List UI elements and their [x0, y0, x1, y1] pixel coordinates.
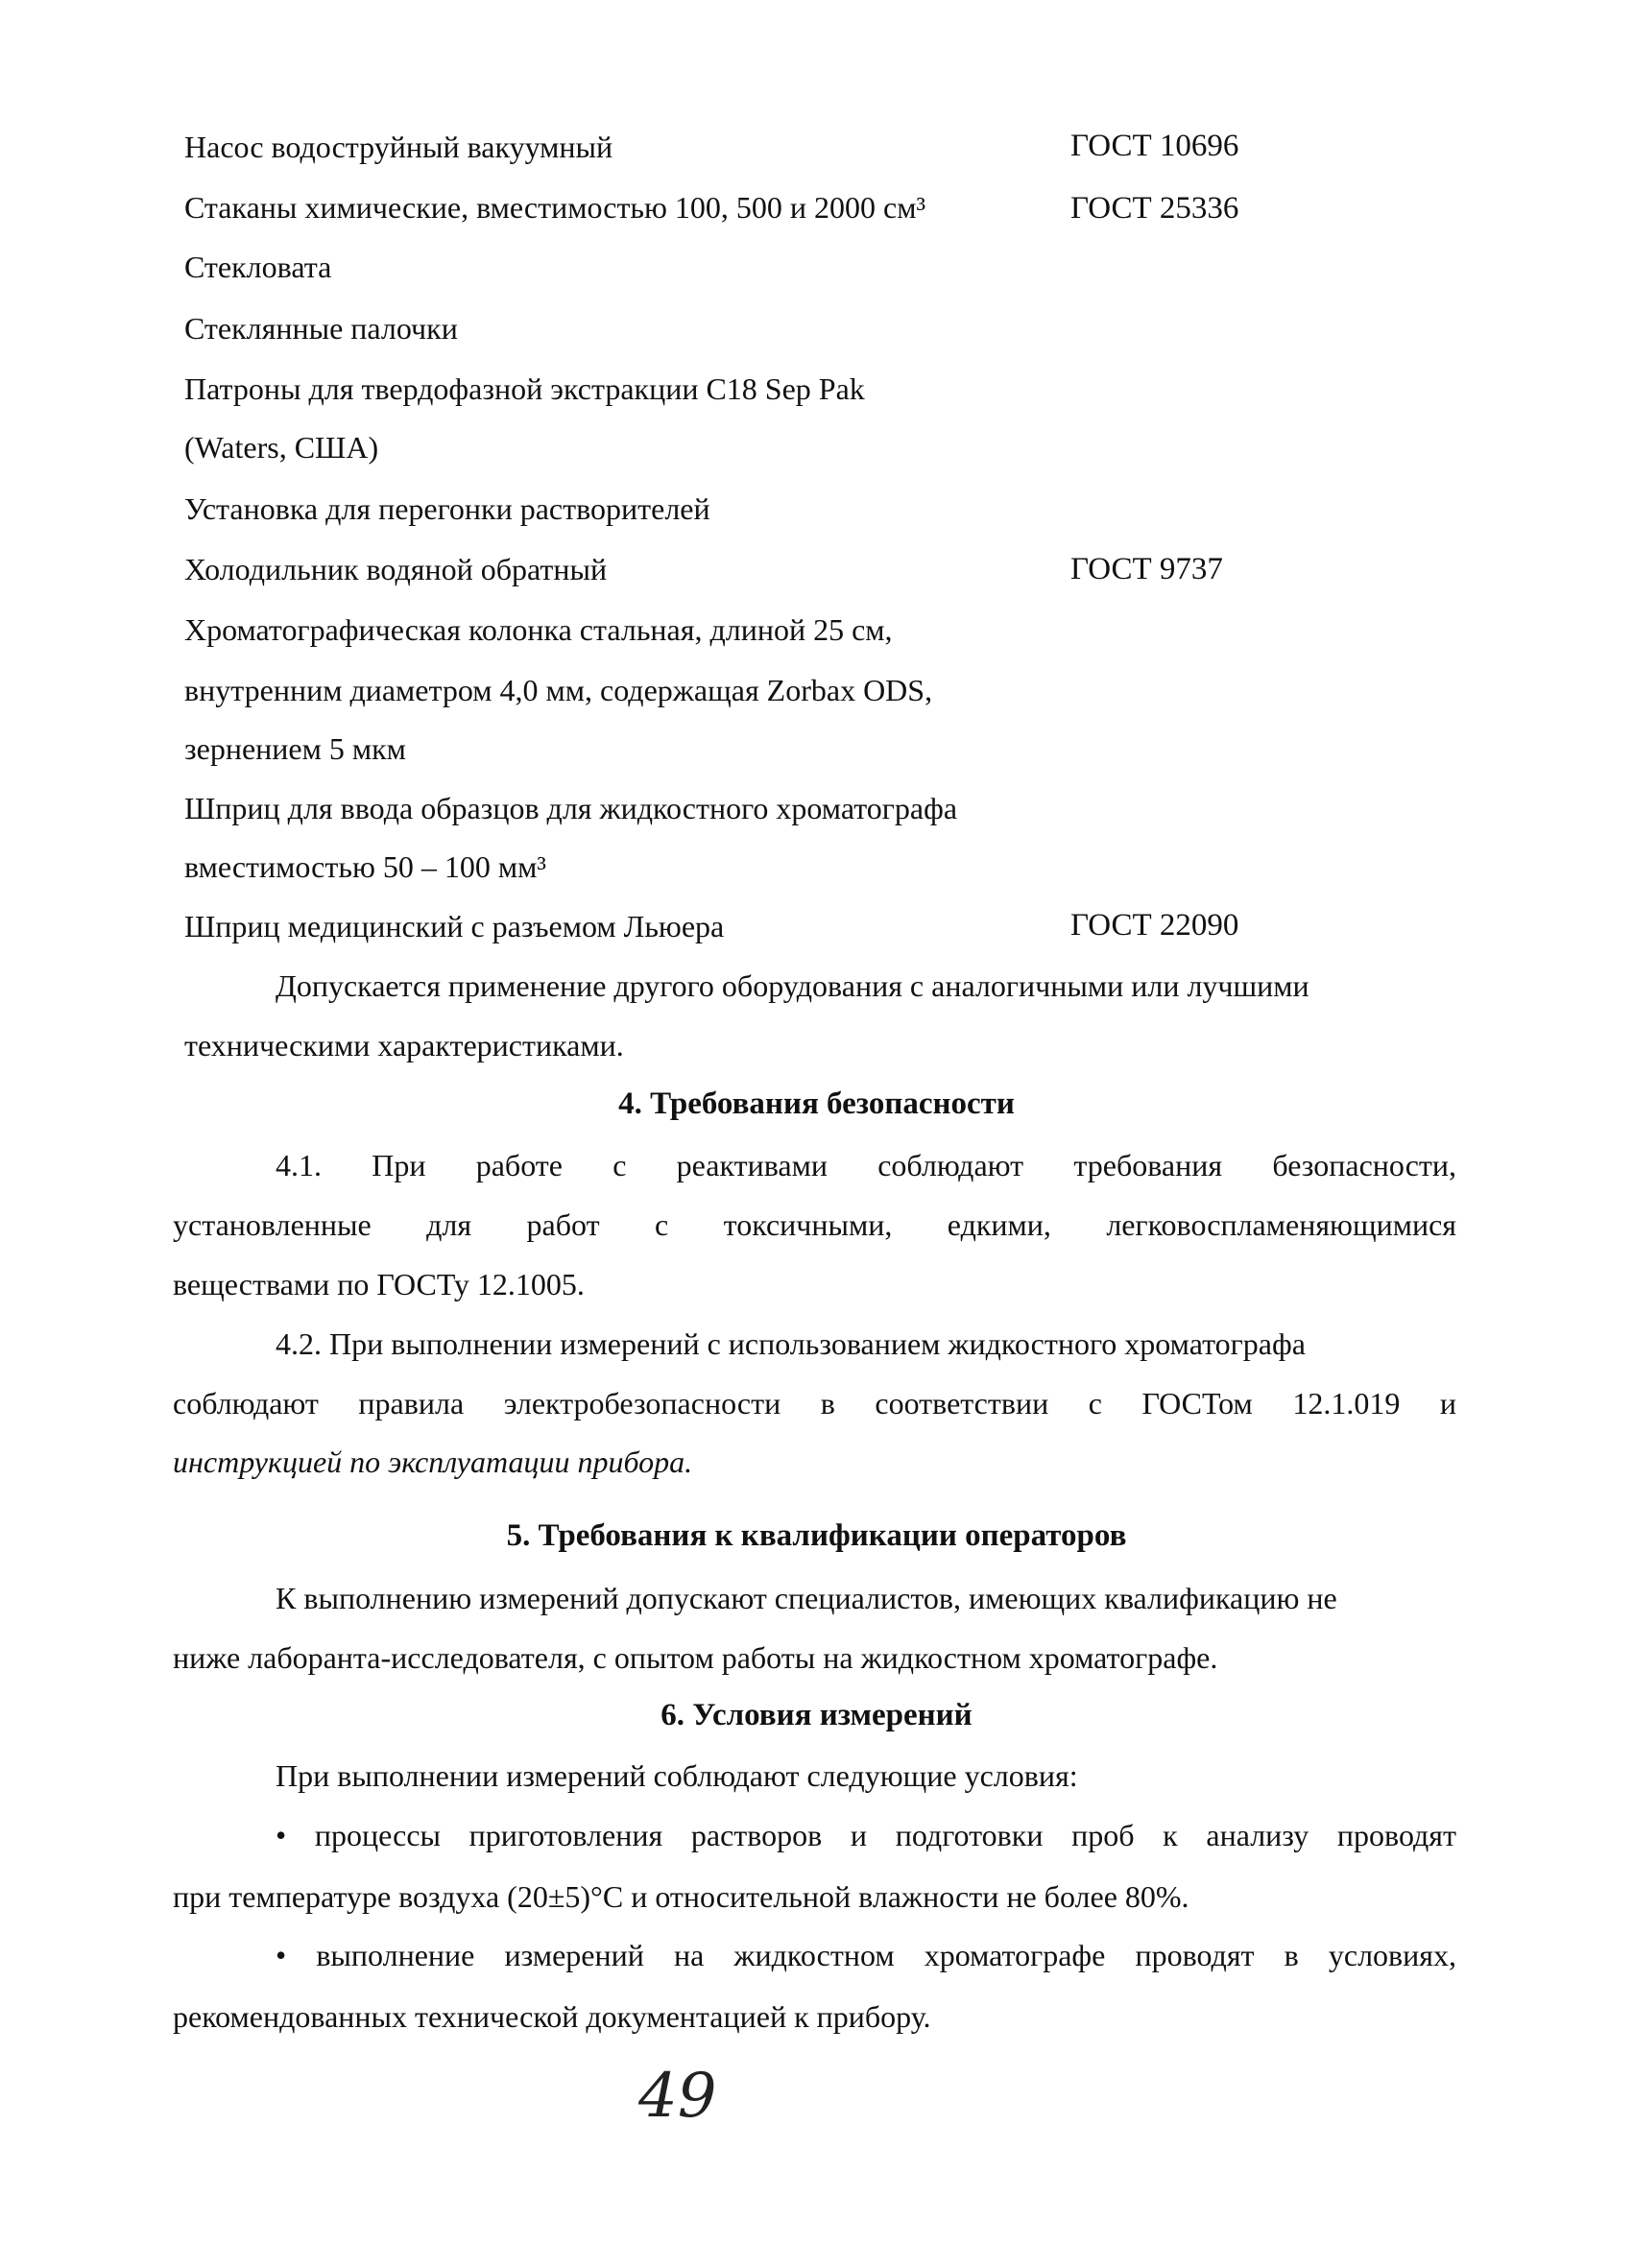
equipment-item: Стеклянные палочки: [184, 311, 458, 346]
equipment-item: Шприц для ввода образцов для жидкостного хроматографа: [184, 791, 958, 825]
equipment-item: Шприц медицинский с разъемом Льюера: [184, 909, 725, 943]
section-4-heading: 4. Требования безопасности: [618, 1086, 1015, 1121]
equipment-item: Стаканы химические, вместимостью 100, 500 и 2000 см³: [184, 190, 926, 225]
section-4-text: 4.1. При работе с реактивами соблюдают требования безопасности,: [276, 1148, 1456, 1182]
allowance-line: Допускается применение другого оборудования с аналогичными или лучшими: [276, 968, 1309, 1003]
section-6-bullet: • выполнение измерений на жидкостном хроматографе проводят в условиях,: [276, 1938, 1456, 1972]
equipment-item: внутренним диаметром 4,0 мм, содержащая Zorbax ODS,: [184, 673, 933, 707]
equipment-standard: ГОСТ 25336: [1070, 191, 1239, 226]
equipment-item: Холодильник водяной обратный: [184, 552, 608, 586]
equipment-standard: ГОСТ 22090: [1070, 908, 1239, 943]
equipment-item: Насос водоструйный вакуумный: [184, 130, 613, 164]
section-6-intro: При выполнении измерений соблюдают следующие условия:: [276, 1758, 1078, 1793]
section-4-text: установленные для работ с токсичными, едкими, легковоспламеняющимися: [173, 1207, 1456, 1242]
section-4-text: 4.2. При выполнении измерений с использованием жидкостного хроматографа: [276, 1326, 1306, 1361]
section-6-bullet: при температуре воздуха (20±5)°С и относительной влажности не более 80%.: [173, 1879, 1189, 1914]
equipment-item: Хроматографическая колонка стальная, длиной 25 см,: [184, 612, 893, 647]
section-6-bullet: рекомендованных технической документацией к прибору.: [173, 1999, 931, 2034]
equipment-standard: ГОСТ 9737: [1070, 552, 1223, 586]
equipment-item: Стекловата: [184, 250, 332, 284]
equipment-item: Установка для перегонки растворителей: [184, 491, 710, 526]
section-6-heading: 6. Условия измерений: [660, 1698, 973, 1732]
section-4-text: соблюдают правила электробезопасности в соответствии с ГОСТом 12.1.019 и: [173, 1386, 1456, 1420]
allowance-line: техническими характеристиками.: [184, 1028, 624, 1062]
equipment-item: вместимостью 50 – 100 мм³: [184, 849, 546, 884]
equipment-item: зернением 5 мкм: [184, 731, 406, 766]
section-4-text: инструкцией по эксплуатации прибора.: [173, 1444, 693, 1479]
section-4-text: веществами по ГОСТу 12.1005.: [173, 1267, 585, 1301]
equipment-item: Патроны для твердофазной экстракции С18 Sep Pak: [184, 371, 865, 406]
section-5-text: К выполнению измерений допускают специалистов, имеющих квалификацию не: [276, 1581, 1337, 1615]
section-6-bullet: • процессы приготовления растворов и подготовки проб к анализу проводят: [276, 1818, 1456, 1852]
page-number: 49: [638, 2061, 717, 2132]
section-5-heading: 5. Требования к квалификации операторов: [506, 1518, 1127, 1553]
equipment-item: (Waters, США): [184, 430, 379, 465]
equipment-standard: ГОСТ 10696: [1070, 129, 1239, 163]
section-5-text: ниже лаборанта-исследователя, с опытом работы на жидкостном хроматографе.: [173, 1640, 1218, 1675]
